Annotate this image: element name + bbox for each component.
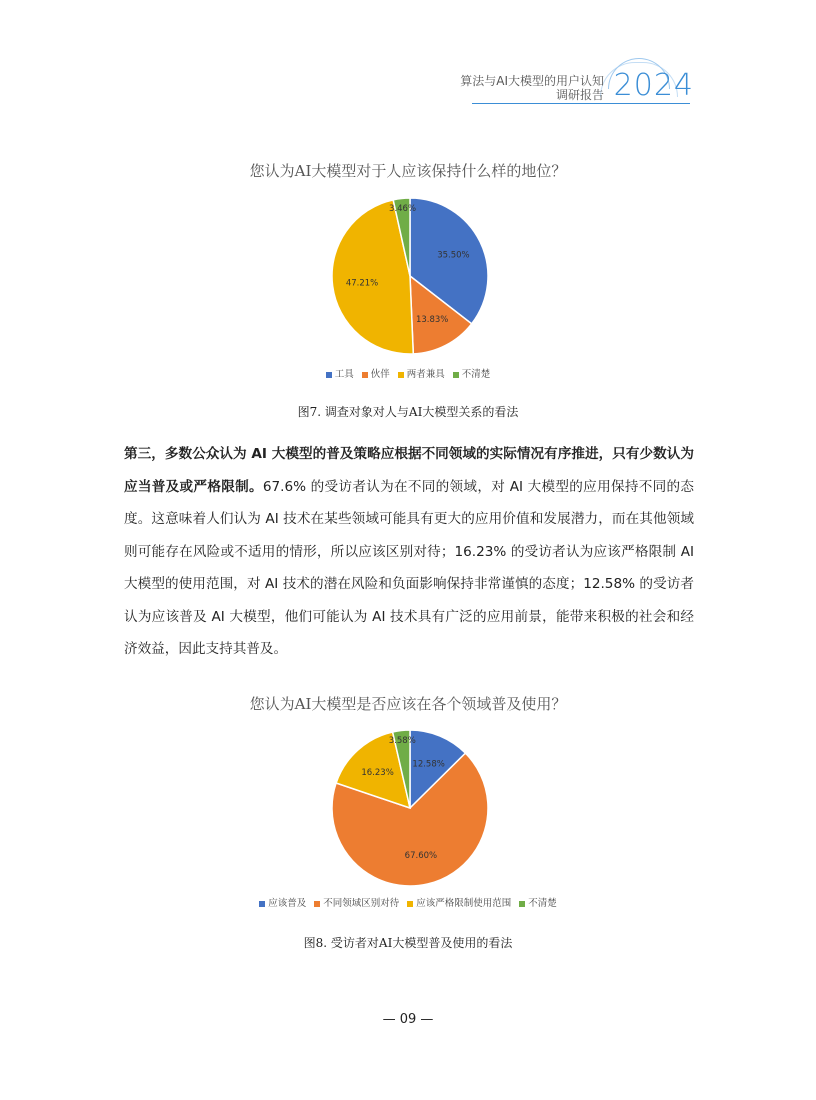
chart1-legend-label-0: 工具 bbox=[334, 369, 354, 380]
chart2-legend-label-2: 应该严格限制使用范围 bbox=[416, 898, 512, 909]
chart1-legend-item-1 bbox=[362, 369, 390, 380]
chart1-title: 您认为AI大模型对于人应该保持什么样的地位？ bbox=[249, 162, 567, 180]
chart1-slice-label-2: 47.21% bbox=[345, 278, 379, 289]
chart2-slice-label-1: 67.60% bbox=[404, 851, 438, 862]
paragraph-bold-lead: 第三，多数公众认为 AI 大模型的普及策略应根据不同领域的实际情况有序推进，只有少数认为应当普及或严格限制。 bbox=[124, 446, 694, 495]
chart1-slice-label-3: 3.46% bbox=[389, 203, 417, 214]
chart1-legend-label-1: 伙伴 bbox=[370, 369, 390, 380]
figure8-caption: 图8. 受访者对AI大模型普及使用的看法 bbox=[303, 936, 513, 950]
report-title-line1: 算法与AI大模型的用户认知 bbox=[460, 74, 604, 88]
chart1-pie bbox=[320, 186, 500, 366]
chart1-legend-swatch-3 bbox=[453, 372, 459, 378]
chart1-legend-item-2 bbox=[398, 369, 445, 380]
page-number: — 09 — bbox=[382, 1012, 434, 1027]
chart2-legend-item-3 bbox=[519, 898, 557, 909]
chart2-pie bbox=[320, 718, 500, 898]
chart2-slice-label-3: 3.58% bbox=[388, 735, 416, 746]
chart2-legend-item-2 bbox=[407, 898, 511, 909]
chart2-legend bbox=[0, 895, 816, 909]
chart2-legend-item-1 bbox=[314, 898, 399, 909]
chart2-slice-label-2: 16.23% bbox=[361, 768, 394, 779]
figure7-caption: 图7. 调查对象对人与AI大模型关系的看法 bbox=[297, 405, 519, 419]
body-paragraph bbox=[124, 438, 694, 666]
chart1-legend-swatch-0 bbox=[326, 372, 332, 378]
report-title bbox=[460, 74, 604, 102]
chart2-legend-swatch-0 bbox=[259, 901, 265, 907]
report-header bbox=[460, 58, 700, 118]
chart2-legend-swatch-3 bbox=[519, 901, 525, 907]
chart1-legend-swatch-2 bbox=[398, 372, 404, 378]
chart2-legend-swatch-1 bbox=[314, 901, 320, 907]
chart1-legend-label-2: 两者兼具 bbox=[406, 369, 445, 380]
chart1-legend bbox=[0, 366, 816, 380]
chart1-legend-item-0 bbox=[326, 369, 354, 380]
chart2-legend-label-3: 不清楚 bbox=[528, 898, 557, 909]
chart1-slice-label-0: 35.50% bbox=[437, 250, 470, 261]
chart1-legend-swatch-1 bbox=[362, 372, 368, 378]
report-title-line2: 调研报告 bbox=[555, 88, 604, 102]
chart2-slice-label-0: 12.58% bbox=[412, 759, 445, 770]
header-divider bbox=[472, 103, 690, 104]
chart2-legend-label-0: 应该普及 bbox=[268, 898, 307, 909]
chart2-legend-swatch-2 bbox=[407, 901, 413, 907]
chart1-legend-label-3: 不清楚 bbox=[461, 369, 491, 380]
chart2-legend-label-1: 不同领域区别对待 bbox=[323, 898, 400, 909]
paragraph-body: 67.6% 的受访者认为在不同的领域，对 AI 大模型的应用保持不同的态度。这意味着人们认为 AI 技术在某些领域可能具有更大的应用价值和发展潜力，而在其他领域则可能存在风险或不适用的情形，所以应该区别对待；16.23% 的受访者认为应该严格限制 AI 大模型的使用范围，对 AI 技术的潜在风险和负面影响保持非常谨慎的态度；12.58% 的受访者认为应该普及 AI 大模型，他们可能认为 AI 技术具有广泛的应用前景，能带来积极的社会和经济效益，因此支持其普及。 bbox=[124, 478, 694, 657]
chart1-slice-label-1: 13.83% bbox=[415, 314, 449, 325]
report-year: 2024 bbox=[613, 68, 694, 103]
chart2-title: 您认为AI大模型是否应该在各个领域普及使用？ bbox=[249, 695, 567, 713]
chart1-legend-item-3 bbox=[453, 369, 491, 380]
chart2-legend-item-0 bbox=[259, 898, 306, 909]
